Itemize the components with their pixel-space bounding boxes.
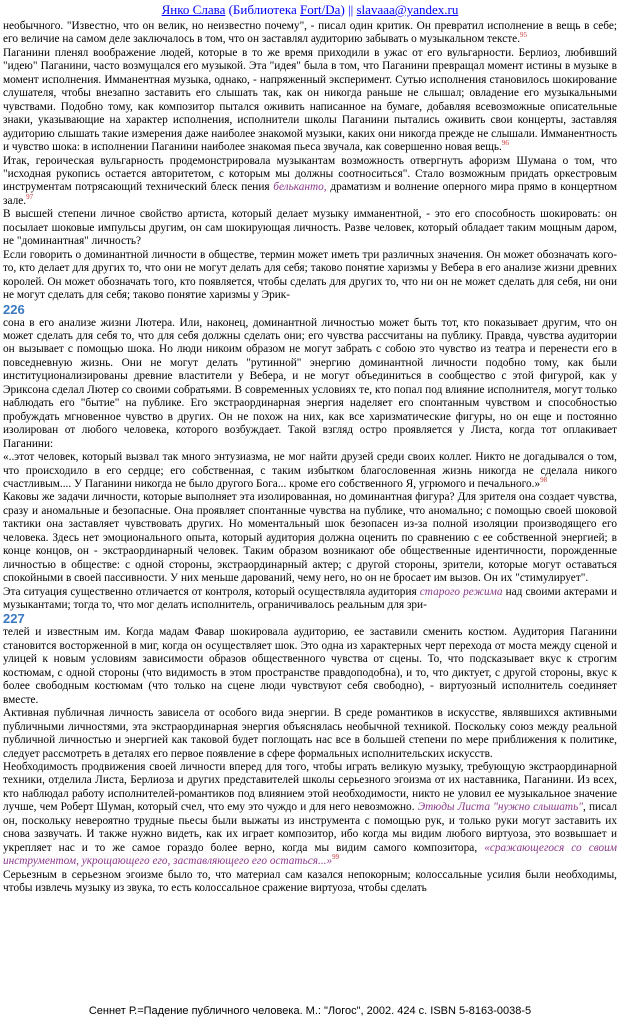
footnote-marker: 98	[540, 476, 548, 485]
paragraph-text: Если говорить о доминантной личности в обществе, термин может иметь три различных значения. Он может обозначать кого-то, кто делает для других то, что они не могут делать для себя; таково понятие харизмы у Вебера в его анализе жизни древних королей. Он может обозначать того, кто появляется, чтобы сделать для других то, что ни он не может сделать для себя, ни они не могут сделать для себя; таково понятие харизмы у Эрик-	[3, 248, 617, 302]
library-link[interactable]: Fort/Da	[300, 2, 341, 17]
footnote-marker: 97	[26, 193, 34, 202]
emphasis-text: бельканто,	[273, 181, 327, 194]
page-number: 227	[3, 611, 25, 627]
paragraph	[3, 451, 617, 491]
emphasis-text: старого режима	[419, 585, 503, 598]
paragraph-text: «..этот человек, который вызвал так много энтузиазма, не мог найти друзей среди своих коллег. Никто не догадывался о том, что происходило в его сердце; его собственная, с таким избытком благословенная жизнь никогда не сделала никого счастливым.... У Паганини никогда не было другого Бога... кроме его собственного Я, угрюмого и печального.»	[3, 451, 617, 490]
footnote-marker: 99	[332, 853, 340, 862]
paragraph	[3, 869, 617, 896]
paragraph-text: необычного. "Известно, что он велик, но неизвестно почему", - писал один критик. Он превратил исполнение в вещь в себе; его величие на самом деле заключалось в том, что он заставлял аудиторию забывать о музыкальном тексте.	[3, 20, 617, 46]
library-suffix: ) ||	[340, 2, 357, 17]
footer-citation: Сеннет Р.=Падение публичного человека. М.: "Логос", 2002. 424 с. ISBN 5-8163-0038-5	[88, 1005, 532, 1017]
footnote-marker: 96	[501, 139, 509, 148]
paragraph	[3, 626, 617, 707]
paragraph	[3, 155, 617, 209]
paragraph-text: сона в его анализе жизни Лютера. Или, наконец, доминантной личностью может быть тот, кто показывает другим, что он может сделать для себя то, что для себя должны сделать они; его чувства рассчитаны на публику. Правда, чувства аудитории он вызывает с помощью шока. Но люди никоим образом не могут забрать с собою это чувство из театра и перенести его в повседневную жизнь. Они не могут делать "рутинной" энергию доминантной личности подобно тому, как были институционализированы древние властители у Вебера, и не могут объединиться в сообщество с этой фигурой, как у Эриксона сделал Лютер со своими собратьями. В современных условиях те, кто попал под влияние исполнителя, могут только наблюдать его "бытие" на публике. Его экстраординарная энергия наделяет его спонтанным чувством и способностью пробуждать мгновенное чувство в других. Он не похож на них, как все харизматические фигуры, но он еще и постоянно изолирован от любого человека, которого возбуждает. Такой взгляд остро проявляется у Листа, когда тот оплакивает Паганини:	[3, 316, 617, 450]
paragraph	[3, 249, 617, 303]
paragraph	[3, 317, 617, 452]
paragraph-text: Серьезным в серьезном эгоизме было то, что материал сам казался непокорным; колоссальные усилия были необходимы, чтобы извлечь музыку из звука, то есть колоссальное сражение виртуоза, чтобы сделать	[3, 868, 617, 895]
document-body	[3, 20, 617, 896]
paragraph-text: В высшей степени личное свойство артиста, который делает музыку имманентной, - это его способность шокировать: он посылает шоковые импульсы другим, он сам шокирующая личность. Разве человек, который обладает таким мощным даром, не "доминантная" личность?	[3, 208, 617, 248]
paragraph-text: Активная публичная личность зависела от особого вида энергии. В среде романтиков в искусстве, являвшихся активными публичными личностями, эта экстраординарная энергия объяснялась необычной техникой. Поскольку союз между реальной публичной личностью и энергией как таковой будет поглощать нас все в большей степени по мере приближения к политике, следует рассмотреть в деталях его первое появление в сфере формальных исполнительских искусств.	[3, 707, 617, 760]
paragraph	[3, 47, 617, 155]
paragraph-text: Каковы же задачи личности, которые выполняет эта изолированная, но доминантная фигура? Для зрителя она создает чувства, сразу и аномальные и безопасные. Она проявляет спонтанные чувства на публике, что аномально; с помощью своей шоковой тактики она заставляет чувствовать других. Но моментальный шок безопасен из-за полной изоляции производящего его человека. Здесь нет эмоционального опыта, который аудитория должна оценить по сравнению с ее собственной энергией; в конце концов, он - экстраординарный человек. Таким образом возникают обе общественные идентичности, порожденные личностью в обществе: с одной стороны, экстраординарный актер; с другой стороны, зрители, которые могут оставаться спокойными в своей пассивности. У них меньше дарований, чему него, но он не бросает им вызов. Он их "стимулирует".	[3, 491, 617, 585]
paragraph-text: Необходимость продвижения своей личности вперед для того, чтобы играть великую музыку, требующую экстраординарной техники, отделила Листа, Берлиоза и других представителей школы серьезного эгоизма от их наставника, Паганини. Из всех, кто наблюдал работу исполнителей-романтиков под влиянием этой необходимости, никто не уловил ее музыкальное значение лучше, чем Роберт Шуман, который счел, что ему это чуждо и для него невозможно.	[3, 761, 617, 814]
page-number: 226	[3, 301, 25, 317]
paragraph-text: телей и известным им. Когда мадам Фавар шокировала аудиторию, ее заставили сменить костюм. Аудитория Паганини становится восторженной в миг, когда он осуществляет шок. Это одна из характерных черт перехода от моста между сценой и улицей к новым условиям зависимости образов общественного чувства от сцены. То, что подсказывает вкус к строгим костюмам, с одной стороны (что видимость в этом пространстве правдоподобна), и то, что диктует, с другой стороны, вкус к более свободным костюмам (что только на сцене люди чувствуют себя свободно), - виртуозный исполнитель соединяет вместе.	[3, 626, 617, 706]
paragraph-text: Итак, героическая вульгарность продемонстрировала музыкантам возможность отвергнуть афоризм Шумана о том, что "исходная рукопись остается авторитетом, с которым мы должны соотноситься". Стало возможным придать оркестровым инструментам потрясающий технический блеск пения	[3, 154, 617, 194]
emphasis-text: «сражающегося со своим инструментом, укрощающего его, заставляющего его остаться...»	[3, 841, 617, 868]
paragraph-text: драматизм и волнение оперного мира прямо в концертном зале.	[3, 181, 618, 207]
paragraph-text: , писал он, поскольку невероятно трудные пьесы были выжаты из инструмента с помощью рук, и только руки могут заставить их снова зазвучать. И также нужно видеть, как их играет композитор, ибо когда мы видим любого виртуоза, это возвышает и укрепляет нас и то же самое гораздо более верно, когда мы видим самого композитора,	[3, 801, 617, 854]
library-prefix: (Библиотека	[225, 2, 300, 17]
paragraph	[3, 761, 617, 869]
footnote-marker: 95	[520, 31, 528, 40]
paragraph-text: над своими актерами и музыкантами; тогда то, что мог делать исполнитель, ограничивалось реальным для зри-	[3, 585, 617, 612]
author-link[interactable]: Янко Слава	[161, 2, 226, 17]
emphasis-text: Этюды Листа "нужно слышать"	[417, 801, 583, 814]
paragraph-text: Паганини пленял воображение людей, которые в то же время приходили в ужас от его вульгарности. Берлиоз, любивший "идею" Паганини, часто возмущался его музыкой. Эта "идея" была в том, что Паганини превращал момент истины в музыке в момент исполнения. Имманентная музыка, однако, - напряженный эксперимент. Сутью исполнения становилось шокирование слушателя, чтобы внезапно заставить его слышать так, как он никогда раньше не слышал; овладение его музыкальными чувствами. Подобно тому, как композитор пытался оживить написанное на бумаге, добавляя всевозможные описательные знаки, указывающие на характер исполнения, исполнители школы Паганини пытались оживить свои концерты, заставляя аудиторию слышать такие измерения даже наиболее знакомой музыки, каких они никогда прежде не слышали. Имманентность и чувство шока: в исполнении Паганини наиболее знакомая пьеса звучала, как совершенно новая вещь.	[3, 46, 617, 154]
header-bar	[0, 2, 620, 18]
paragraph	[3, 586, 617, 613]
paragraph	[3, 208, 617, 248]
paragraph	[3, 707, 617, 761]
paragraph	[3, 491, 617, 585]
paragraph-text: Эта ситуация существенно отличается от контроля, который осуществляла аудитория	[3, 585, 420, 598]
paragraph	[3, 20, 617, 47]
email-link[interactable]: slavaaa@yandex.ru	[356, 2, 459, 17]
